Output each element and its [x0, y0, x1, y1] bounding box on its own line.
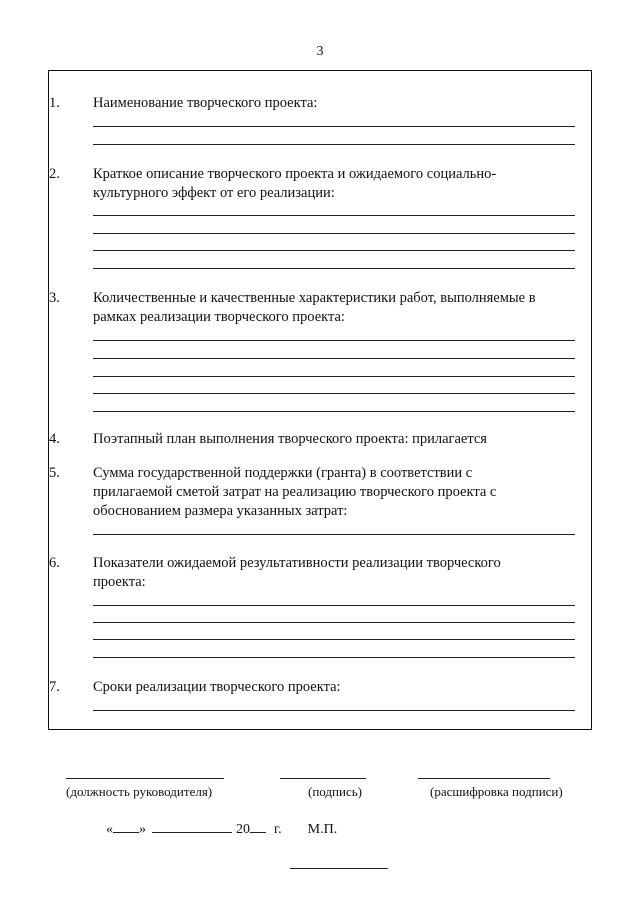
answer-line[interactable] — [93, 215, 575, 216]
position-label: (должность руководителя) — [66, 784, 213, 799]
item-number: 7. — [49, 679, 60, 695]
item-text-line: культурного эффект от его реализации: — [93, 185, 335, 201]
item-number: 3. — [49, 290, 60, 306]
item-number: 2. — [49, 166, 60, 182]
item-number: 1. — [49, 95, 60, 111]
item-text-line: Наименование творческого проекта: — [93, 95, 318, 111]
item-text-line: Количественные и качественные характеристики работ, выполняемые в — [93, 290, 536, 306]
decode-label: (расшифровка подписи) — [430, 784, 563, 799]
signature-label: (подпись) — [308, 784, 362, 799]
form-item-2 — [49, 165, 577, 203]
form-item-1 — [49, 94, 577, 113]
stamp-label: М.П. — [307, 822, 338, 837]
project-form-box — [48, 70, 592, 730]
answer-line[interactable] — [93, 605, 575, 606]
form-item-7 — [49, 678, 577, 697]
day-blank[interactable] — [113, 820, 139, 833]
answer-line[interactable] — [93, 534, 575, 535]
answer-line[interactable] — [93, 268, 575, 269]
answer-line[interactable] — [93, 657, 575, 658]
year-prefix: 20 — [236, 822, 250, 837]
answer-line[interactable] — [93, 376, 575, 377]
form-item-4 — [49, 430, 577, 449]
item-text-line: Сроки реализации творческого проекта: — [93, 679, 341, 695]
form-item-3 — [49, 289, 577, 327]
answer-line[interactable] — [93, 710, 575, 711]
date-row — [106, 820, 337, 838]
item-text-line: проекта: — [93, 574, 146, 590]
month-blank[interactable] — [152, 820, 232, 833]
position-signature-line[interactable] — [66, 778, 224, 779]
item-text-line: Краткое описание творческого проекта и ожидаемого социально- — [93, 166, 497, 182]
answer-line[interactable] — [93, 393, 575, 394]
signature-line[interactable] — [280, 778, 366, 779]
item-text-line: рамках реализации творческого проекта: — [93, 309, 345, 325]
answer-line[interactable] — [93, 250, 575, 251]
year-blank[interactable] — [250, 820, 266, 833]
item-text-line: Показатели ожидаемой результативности реализации творческого — [93, 555, 501, 571]
form-item-5 — [49, 464, 577, 521]
item-number: 5. — [49, 465, 60, 481]
item-number: 6. — [49, 555, 60, 571]
item-text-line: Сумма государственной поддержки (гранта) в соответствии с — [93, 465, 473, 481]
year-suffix: г. — [274, 822, 282, 837]
date-open-quote: « — [106, 822, 113, 837]
item-text-line: обоснованием размера указанных затрат: — [93, 503, 348, 519]
answer-line[interactable] — [93, 411, 575, 412]
answer-line[interactable] — [93, 126, 575, 127]
answer-line[interactable] — [93, 639, 575, 640]
page-number: 3 — [316, 44, 324, 59]
item-text-line: Поэтапный план выполнения творческого проекта: прилагается — [93, 431, 487, 447]
decode-signature-line[interactable] — [418, 778, 550, 779]
bottom-line — [290, 868, 388, 869]
form-item-6 — [49, 554, 577, 592]
item-number: 4. — [49, 431, 60, 447]
item-text-line: прилагаемой сметой затрат на реализацию творческого проекта с — [93, 484, 497, 500]
answer-line[interactable] — [93, 358, 575, 359]
answer-line[interactable] — [93, 233, 575, 234]
answer-line[interactable] — [93, 144, 575, 145]
answer-line[interactable] — [93, 622, 575, 623]
answer-line[interactable] — [93, 340, 575, 341]
date-close-quote: » — [139, 822, 146, 837]
